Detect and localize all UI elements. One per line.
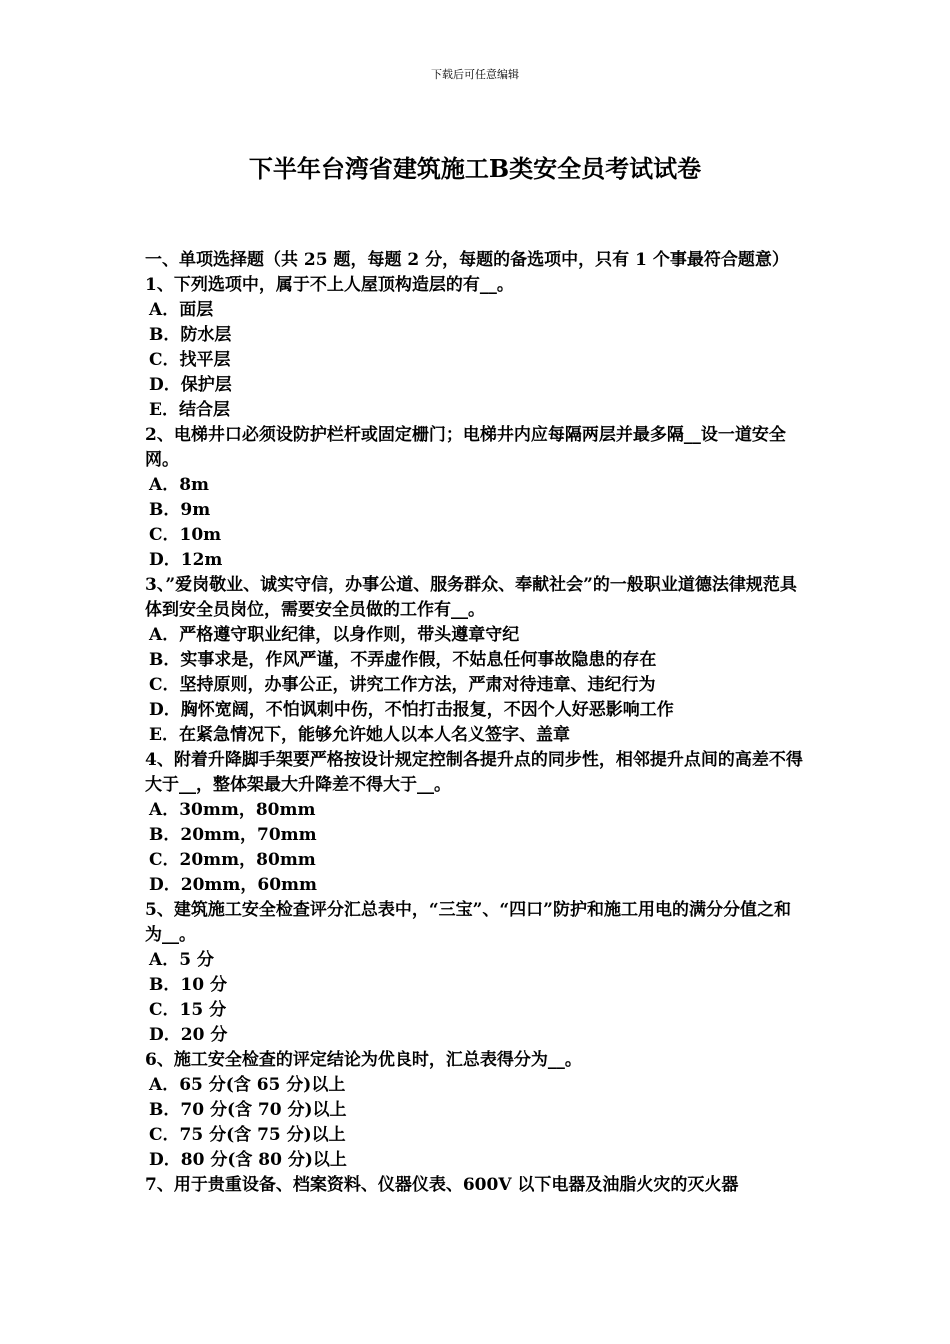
- question-6: [145, 1048, 807, 1173]
- question-list: [145, 273, 807, 1198]
- answer-option: C．75 分(含 75 分)以上: [149, 1125, 346, 1145]
- document-title: 下半年台湾省建筑施工B类安全员考试试卷: [248, 154, 702, 183]
- option-list: [145, 948, 807, 1048]
- answer-option: D．20 分: [149, 1025, 228, 1045]
- answer-option: B．70 分(含 70 分)以上: [149, 1100, 347, 1120]
- header-note: 下载后可任意编辑: [431, 68, 519, 81]
- answer-option: C．15 分: [149, 1000, 227, 1020]
- answer-option: D．胸怀宽阔，不怕讽刺中伤，不怕打击报复，不因个人好恶影响工作: [149, 700, 674, 720]
- answer-option: A．面层: [149, 300, 214, 320]
- question-text: 1、下列选项中，属于不上人屋顶构造层的有__。: [145, 275, 514, 295]
- answer-option: A．严格遵守职业纪律，以身作则，带头遵章守纪: [149, 625, 520, 645]
- answer-option: C．坚持原则，办事公正，讲究工作方法，严肃对待违章、违纪行为: [149, 675, 656, 695]
- answer-option: C．10m: [149, 525, 222, 545]
- answer-option: B．10 分: [149, 975, 227, 995]
- option-list: [145, 1073, 807, 1173]
- answer-option: E．结合层: [149, 400, 230, 420]
- question-text: 6、施工安全检查的评定结论为优良时，汇总表得分为__。: [145, 1050, 582, 1070]
- option-list: [145, 623, 807, 748]
- answer-option: B．实事求是，作风严谨，不弄虚作假，不姑息任何事故隐患的存在: [149, 650, 657, 670]
- question-text: 5、建筑施工安全检查评分汇总表中，“三宝”、“四口”防护和施工用电的满分分值之和为__。: [145, 900, 791, 945]
- answer-option: C．20mm，80mm: [149, 850, 316, 870]
- answer-option: D．80 分(含 80 分)以上: [149, 1150, 347, 1170]
- answer-option: C．找平层: [149, 350, 231, 370]
- section-heading: 一、单项选择题（共 25 题，每题 2 分，每题的备选项中，只有 1 个事最符合题意）: [145, 250, 789, 270]
- answer-option: B．9m: [149, 500, 211, 520]
- answer-option: D．保护层: [149, 375, 232, 395]
- document-body: [145, 248, 807, 1198]
- option-list: [145, 798, 807, 898]
- answer-option: E．在紧急情况下，能够允许她人以本人名义签字、盖章: [149, 725, 570, 745]
- question-text: 4、附着升降脚手架要严格按设计规定控制各提升点的同步性，相邻提升点间的高差不得大于__，整体架最大升降差不得大于__。: [145, 750, 803, 795]
- answer-option: B．防水层: [149, 325, 232, 345]
- answer-option: D．20mm，60mm: [149, 875, 318, 895]
- answer-option: A．8m: [149, 475, 210, 495]
- question-text: 2、电梯井口必须设防护栏杆或固定栅门；电梯井内应每隔两层并最多隔__设一道安全网。: [145, 425, 786, 470]
- question-4: [145, 748, 807, 898]
- answer-option: B．20mm，70mm: [149, 825, 317, 845]
- answer-option: D．12m: [149, 550, 223, 570]
- question-5: [145, 898, 807, 1048]
- question-2: [145, 423, 807, 573]
- option-list: [145, 473, 807, 573]
- question-7: [145, 1173, 807, 1198]
- answer-option: A．5 分: [149, 950, 214, 970]
- question-3: [145, 573, 807, 748]
- answer-option: A．30mm，80mm: [149, 800, 316, 820]
- question-text: 7、用于贵重设备、档案资料、仪器仪表、600V 以下电器及油脂火灾的灭火器: [145, 1175, 739, 1195]
- question-text: 3、”爱岗敬业、诚实守信，办事公道、服务群众、奉献社会”的一般职业道德法律规范具体到安全员岗位，需要安全员做的工作有__。: [145, 575, 797, 620]
- option-list: [145, 298, 807, 423]
- answer-option: A．65 分(含 65 分)以上: [149, 1075, 346, 1095]
- question-1: [145, 273, 807, 423]
